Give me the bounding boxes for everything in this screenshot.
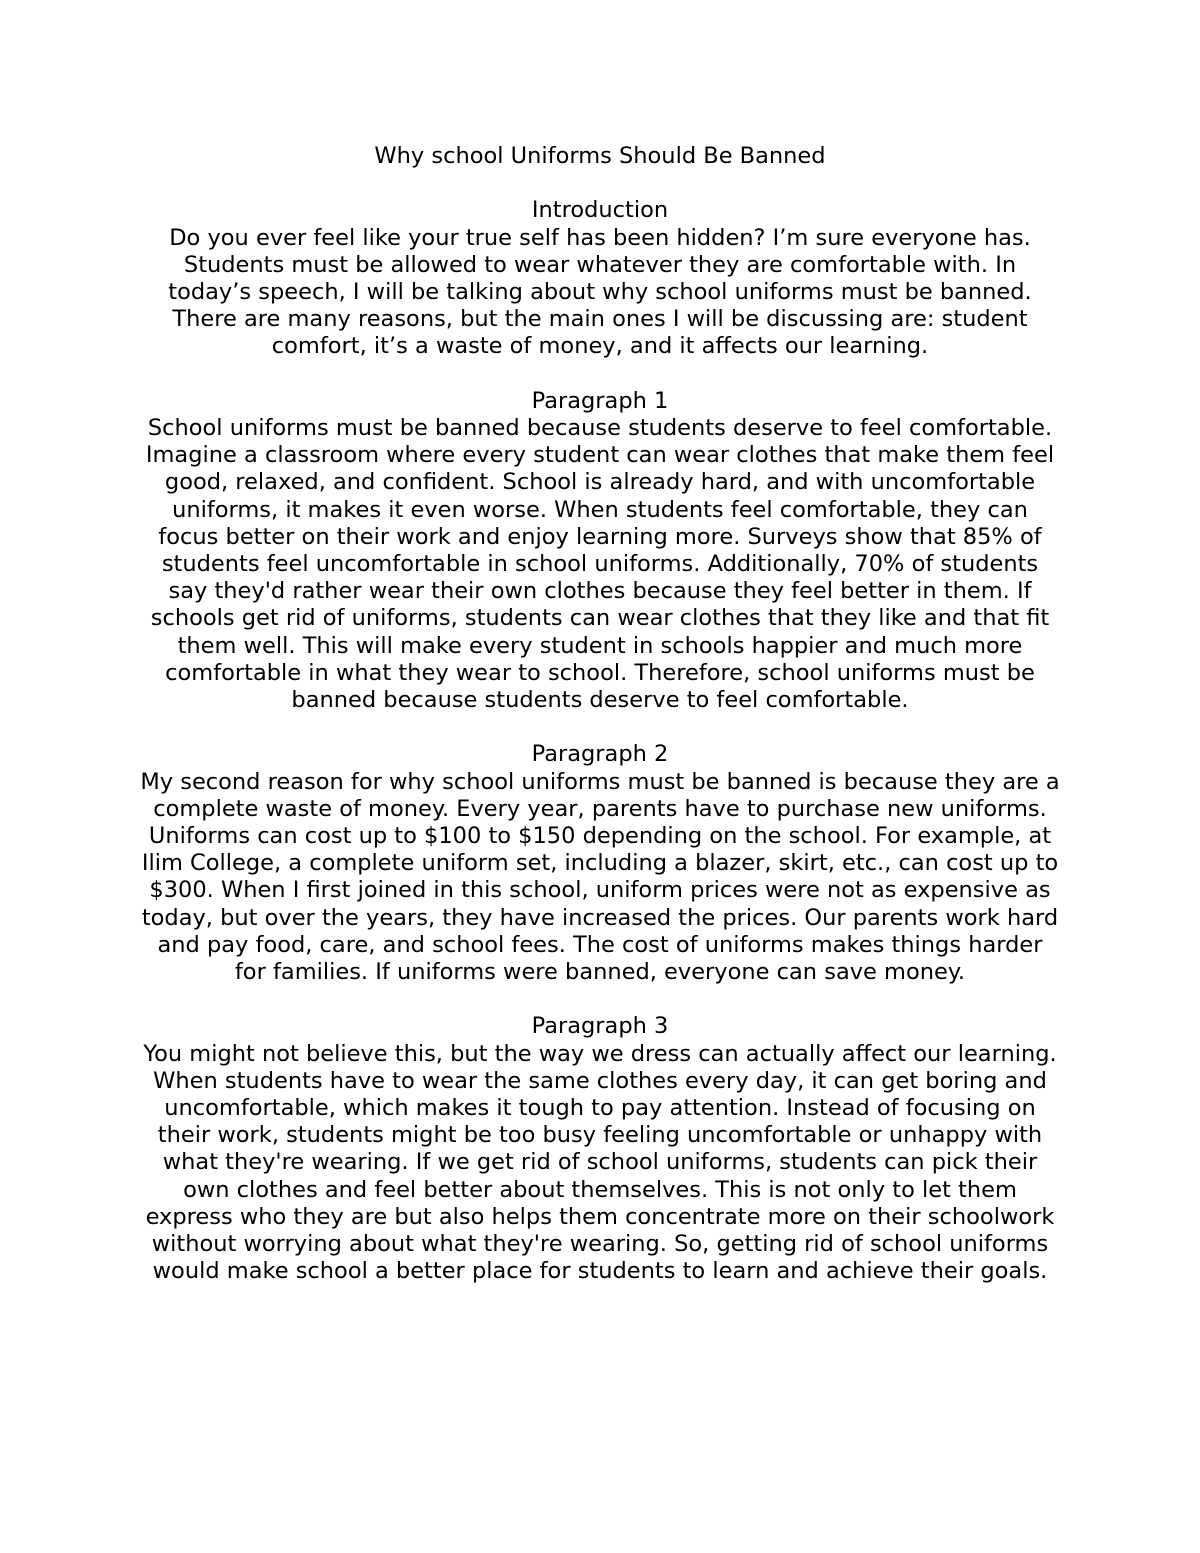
document-title: Why school Uniforms Should Be Banned: [374, 143, 826, 169]
title-spacer: [140, 170, 1060, 197]
section-paragraph-2: [140, 741, 1060, 986]
section-body: My second reason for why school uniforms must be banned is because they are a complete waste of money. Every year, parents have to purchase new uniforms. Uniforms can cost up to $100 to $150 depending on the school. For example, at Ilim College, a complete uniform set, including a blazer, skirt, etc., can cost up to $300. When I first joined in this school, uniform prices were not as expensive as today, but over the years, they have increased the prices. Our parents work hard and pay food, care, and school fees. The cost of uniforms makes things harder for families. If uniforms were banned, everyone can save money.: [140, 768, 1060, 986]
section-heading: Introduction: [531, 197, 669, 224]
section-paragraph-1: [140, 388, 1060, 714]
document-content: [140, 143, 1060, 1285]
section-paragraph-3: [140, 1013, 1060, 1285]
section-body: You might not believe this, but the way we dress can actually affect our learning. When students have to wear the same clothes every day, it can get boring and uncomfortable, which makes it tough to pay attention. Instead of focusing on their work, students might be too busy feeling uncomfortable or unhappy with what they're wearing. If we get rid of school uniforms, students can pick their own clothes and feel better about themselves. This is not only to let them express who they are but also helps them concentrate more on their schoolwork without worrying about what they're wearing. So, getting rid of school uniforms would make school a better place for students to learn and achieve their goals.: [143, 1040, 1057, 1285]
section-heading: Paragraph 1: [531, 387, 669, 414]
section-introduction: [140, 197, 1060, 360]
section-body: School uniforms must be banned because students deserve to feel comfortable. Imagine a classroom where every student can wear clothes that make them feel good, relaxed, and confident. School is already hard, and with uncomfortable uniforms, it makes it even worse. When students feel comfortable, they can focus better on their work and enjoy learning more. Surveys show that 85% of students feel uncomfortable in school uniforms. Additionally, 70% of students say they'd rather wear their own clothes because they feel better in them. If schools get rid of uniforms, students can wear clothes that they like and that fit them well. This will make every student in schools happier and much more comfortable in what they wear to school. Therefore, school uniforms must be banned because students deserve to feel comfortable.: [145, 415, 1055, 714]
section-heading: Paragraph 3: [531, 1013, 669, 1040]
section-body: Do you ever feel like your true self has been hidden? I’m sure everyone has. Students must be allowed to wear whatever they are comfortable with. In today’s speech, I will be talking about why school uniforms must be banned. There are many reasons, but the main ones I will be discussing are: student comfort, it’s a waste of money, and it affects our learning.: [168, 224, 1032, 360]
section-heading: Paragraph 2: [531, 741, 669, 768]
